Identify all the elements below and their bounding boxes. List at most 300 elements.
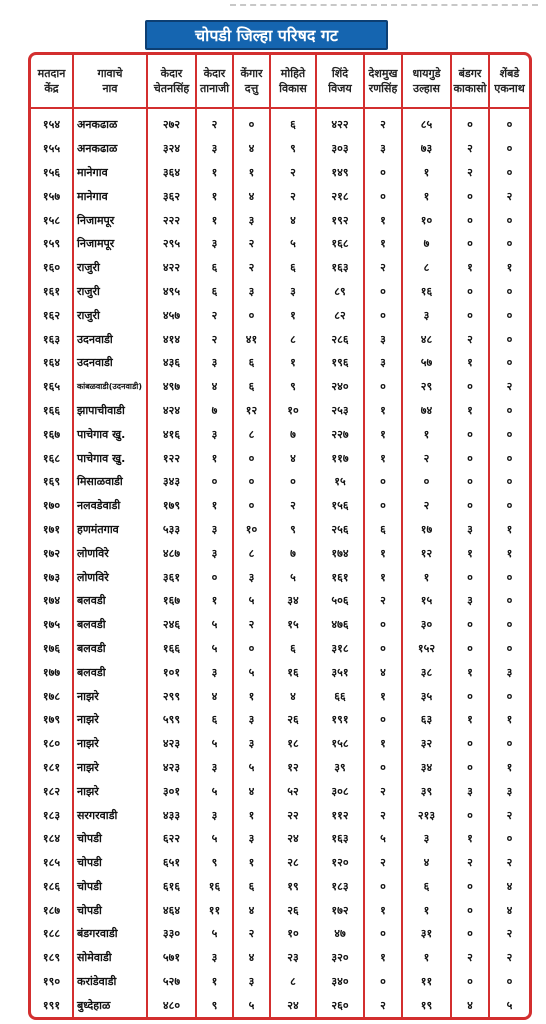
- table-row: [31, 232, 529, 256]
- vote-count-cell: ६: [196, 256, 233, 280]
- vote-count-cell: ३१: [402, 922, 451, 946]
- column-header-line: विकास: [279, 82, 307, 95]
- vote-count-cell: १: [196, 208, 233, 232]
- vote-count-cell: ०: [506, 689, 513, 703]
- vote-count-cell: ८: [270, 327, 316, 351]
- vote-count-cell: १: [270, 303, 316, 327]
- vote-count-cell: २: [451, 161, 489, 185]
- vote-count-cell: ५०६: [316, 589, 364, 613]
- vote-count-cell: ०: [451, 375, 489, 399]
- vote-count-cell: १: [364, 946, 402, 970]
- vote-count-cell: ०: [506, 427, 513, 441]
- table-row: [31, 399, 529, 423]
- vote-count-cell: ४: [506, 903, 513, 917]
- vote-count-cell: २: [451, 327, 489, 351]
- vote-count-cell: १: [402, 161, 451, 185]
- vote-count-cell: १६८: [316, 232, 364, 256]
- vote-count-cell: ३९: [402, 779, 451, 803]
- village-name-cell: नाझरे: [73, 779, 147, 803]
- vote-count-cell: २: [364, 108, 402, 137]
- vote-count-cell: २: [402, 494, 451, 518]
- vote-count-cell: १६७: [147, 589, 196, 613]
- vote-count-cell: ४८: [402, 327, 451, 351]
- column-header: [270, 55, 316, 108]
- vote-count-cell: ७: [270, 541, 316, 565]
- vote-count-cell: २: [196, 108, 233, 137]
- village-name-cell: लोणविरे: [73, 541, 147, 565]
- vote-count-cell: ०: [364, 375, 402, 399]
- vote-count-cell: ६१६: [147, 875, 196, 899]
- booth-number-cell: १६८: [31, 446, 73, 470]
- booth-number-cell: १५४: [31, 108, 73, 137]
- vote-count-cell: २: [451, 946, 489, 970]
- column-header-line: केदार: [203, 67, 226, 80]
- vote-count-cell: ३: [233, 208, 270, 232]
- vote-count-cell: ४१६: [147, 422, 196, 446]
- vote-count-cell: ३६१: [147, 565, 196, 589]
- vote-count-cell: ११२: [316, 803, 364, 827]
- vote-count-cell: ०: [451, 637, 489, 661]
- table-row: [31, 422, 529, 446]
- vote-count-cell: २: [364, 851, 402, 875]
- vote-count-cell: ३: [196, 422, 233, 446]
- column-header: [451, 55, 489, 108]
- vote-count-cell: ८: [270, 970, 316, 994]
- vote-count-cell: ०: [451, 494, 489, 518]
- vote-count-cell: ३: [233, 732, 270, 756]
- vote-count-cell: १: [364, 565, 402, 589]
- vote-count-cell: २५३: [316, 399, 364, 423]
- vote-count-cell: ०: [364, 280, 402, 304]
- vote-count-cell: २६: [270, 708, 316, 732]
- vote-count-cell: ०: [506, 975, 513, 989]
- village-name-cell: चोपडी: [73, 898, 147, 922]
- vote-count-cell: १: [196, 446, 233, 470]
- vote-count-cell: ५: [233, 756, 270, 780]
- vote-count-cell: ३: [196, 541, 233, 565]
- table-row: [31, 518, 529, 542]
- vote-count-cell: १७: [402, 518, 451, 542]
- vote-count-cell: ३: [233, 280, 270, 304]
- vote-count-cell: ०: [451, 280, 489, 304]
- vote-count-cell: २२: [270, 803, 316, 827]
- vote-count-cell: १६३: [316, 256, 364, 280]
- village-name-cell: मानेगाव: [73, 161, 147, 185]
- booth-number-cell: १७१: [31, 518, 73, 542]
- vote-count-cell: २: [506, 927, 513, 941]
- booth-number-cell: १९१: [31, 993, 73, 1017]
- village-name-cell: सरगरवाडी: [73, 803, 147, 827]
- village-name-cell: चोपडी: [73, 851, 147, 875]
- vote-count-cell: ०: [506, 594, 513, 608]
- vote-count-cell: ४७६: [316, 613, 364, 637]
- vote-count-cell: ०: [451, 470, 489, 494]
- vote-count-cell: ७: [270, 422, 316, 446]
- vote-count-cell: ०: [506, 308, 513, 322]
- column-header-line: मोहिते: [280, 67, 306, 80]
- vote-count-cell: ५: [233, 993, 270, 1017]
- booth-number-cell: १७८: [31, 684, 73, 708]
- vote-count-cell: ५: [196, 827, 233, 851]
- column-header-line: उल्हास: [413, 82, 440, 95]
- column-header: [402, 55, 451, 108]
- vote-count-cell: ९: [270, 137, 316, 161]
- column-header-line: काकासो: [453, 82, 487, 95]
- vote-count-cell: १: [451, 399, 489, 423]
- vote-count-cell: ०: [451, 875, 489, 899]
- vote-count-cell: ८: [402, 256, 451, 280]
- column-header-line: शेंबडे: [499, 67, 520, 80]
- vote-count-cell: ४: [451, 993, 489, 1017]
- vote-count-cell: ५: [196, 779, 233, 803]
- vote-count-cell: ०: [402, 470, 451, 494]
- vote-count-cell: ५७१: [147, 946, 196, 970]
- column-header-line: मतदान: [37, 67, 66, 80]
- vote-count-cell: १५२: [402, 637, 451, 661]
- booth-number-cell: १६३: [31, 327, 73, 351]
- vote-count-cell: ०: [233, 494, 270, 518]
- vote-count-cell: ०: [451, 898, 489, 922]
- vote-count-cell: ०: [506, 618, 513, 632]
- vote-count-cell: ०: [451, 446, 489, 470]
- table-row: [31, 732, 529, 756]
- booth-number-cell: १७६: [31, 637, 73, 661]
- vote-count-cell: २: [451, 851, 489, 875]
- village-name-cell: बंडगरवाडी: [73, 922, 147, 946]
- vote-count-cell: ०: [506, 832, 513, 846]
- vote-count-cell: २३: [270, 946, 316, 970]
- vote-count-cell: ४२३: [147, 732, 196, 756]
- table-row: [31, 494, 529, 518]
- vote-count-cell: १६३: [316, 827, 364, 851]
- vote-count-cell: २१३: [402, 803, 451, 827]
- vote-count-cell: १२२: [147, 446, 196, 470]
- vote-count-cell: १७९: [147, 494, 196, 518]
- vote-count-cell: ९: [270, 375, 316, 399]
- table-row: [31, 779, 529, 803]
- vote-count-cell: १५८: [316, 732, 364, 756]
- vote-count-cell: ८५: [402, 108, 451, 137]
- booth-number-cell: १८९: [31, 946, 73, 970]
- vote-count-cell: ३: [364, 327, 402, 351]
- table-row: [31, 613, 529, 637]
- column-header: [364, 55, 402, 108]
- vote-count-cell: २: [364, 993, 402, 1017]
- column-header-line: देशमुख: [368, 67, 398, 80]
- village-name-cell: पाचेगाव खु.: [73, 422, 147, 446]
- vote-count-cell: ०: [451, 803, 489, 827]
- table-row: [31, 708, 529, 732]
- vote-count-cell: २१८: [316, 184, 364, 208]
- vote-count-cell: ३: [402, 827, 451, 851]
- vote-count-cell: १०: [233, 518, 270, 542]
- table-row: [31, 446, 529, 470]
- decorative-dashed-line: [230, 4, 538, 6]
- vote-count-cell: ५: [196, 732, 233, 756]
- vote-count-cell: १: [402, 565, 451, 589]
- column-header: [196, 55, 233, 108]
- vote-count-cell: २९९: [147, 684, 196, 708]
- village-name-cell: करांडेवाडी: [73, 970, 147, 994]
- table-row: [31, 108, 529, 137]
- vote-count-cell: ०: [451, 756, 489, 780]
- table-row: [31, 922, 529, 946]
- vote-count-cell: ५: [233, 589, 270, 613]
- column-header: [147, 55, 196, 108]
- booth-number-cell: १९०: [31, 970, 73, 994]
- vote-count-cell: ४: [196, 375, 233, 399]
- table-row: [31, 851, 529, 875]
- vote-count-cell: २: [364, 256, 402, 280]
- booth-number-cell: १६१: [31, 280, 73, 304]
- booth-number-cell: १८२: [31, 779, 73, 803]
- vote-count-cell: १०: [270, 922, 316, 946]
- booth-number-cell: १५७: [31, 184, 73, 208]
- village-name-cell: कांबळवाडी(उदनवाडी): [73, 375, 147, 399]
- column-header-line: केंद्र: [44, 82, 59, 95]
- vote-count-cell: ३: [233, 708, 270, 732]
- vote-count-cell: ९: [196, 993, 233, 1017]
- vote-count-cell: ४२४: [147, 399, 196, 423]
- vote-count-cell: ८: [233, 422, 270, 446]
- vote-count-cell: ५: [196, 637, 233, 661]
- vote-count-cell: १९: [270, 875, 316, 899]
- column-header-line: शिंदे: [331, 67, 349, 80]
- table-row: [31, 541, 529, 565]
- village-name-cell: मिसाळवाडी: [73, 470, 147, 494]
- vote-count-cell: ४१: [233, 327, 270, 351]
- vote-count-cell: ३५: [402, 684, 451, 708]
- vote-count-cell: ३: [196, 803, 233, 827]
- vote-count-cell: ५७: [402, 351, 451, 375]
- vote-count-cell: ४: [364, 660, 402, 684]
- vote-count-cell: १७४: [316, 541, 364, 565]
- village-name-cell: बलवडी: [73, 589, 147, 613]
- vote-count-cell: १: [270, 351, 316, 375]
- vote-count-cell: ४७: [316, 922, 364, 946]
- vote-count-cell: ०: [364, 303, 402, 327]
- vote-count-cell: ०: [364, 161, 402, 185]
- vote-count-cell: १५६: [316, 494, 364, 518]
- vote-count-cell: ४१४: [147, 327, 196, 351]
- vote-count-cell: ०: [506, 284, 513, 298]
- vote-count-cell: ०: [451, 208, 489, 232]
- vote-count-cell: २: [196, 327, 233, 351]
- vote-count-cell: ०: [506, 475, 513, 489]
- vote-count-cell: १: [364, 232, 402, 256]
- vote-count-cell: ९: [196, 851, 233, 875]
- vote-count-cell: ३१८: [316, 637, 364, 661]
- vote-count-cell: १०१: [147, 660, 196, 684]
- vote-count-cell: १२: [402, 541, 451, 565]
- vote-count-cell: ६६: [316, 684, 364, 708]
- table-row: [31, 946, 529, 970]
- vote-count-cell: ५९९: [147, 708, 196, 732]
- vote-count-cell: ०: [364, 756, 402, 780]
- village-name-cell: बलवडी: [73, 637, 147, 661]
- vote-count-cell: ५३३: [147, 518, 196, 542]
- vote-count-cell: १: [233, 161, 270, 185]
- vote-count-cell: १: [233, 684, 270, 708]
- table-body: [31, 108, 529, 1017]
- vote-count-cell: १: [451, 256, 489, 280]
- vote-count-cell: ४२२: [147, 256, 196, 280]
- table-row: [31, 161, 529, 185]
- vote-count-cell: ३६२: [147, 184, 196, 208]
- vote-count-cell: ६५१: [147, 851, 196, 875]
- vote-count-cell: ७: [196, 399, 233, 423]
- vote-count-cell: ३: [402, 303, 451, 327]
- table-row: [31, 327, 529, 351]
- vote-count-cell: ३: [233, 565, 270, 589]
- vote-count-cell: ४२२: [316, 108, 364, 137]
- column-header: [73, 55, 147, 108]
- column-header-line: केदार: [160, 67, 183, 80]
- booth-number-cell: १६०: [31, 256, 73, 280]
- booth-number-cell: १८१: [31, 756, 73, 780]
- table-row: [31, 993, 529, 1017]
- vote-count-cell: ४६४: [147, 898, 196, 922]
- vote-count-cell: ९: [270, 518, 316, 542]
- vote-count-cell: ०: [451, 108, 489, 137]
- table-header-row: [31, 55, 529, 108]
- booth-number-cell: १७५: [31, 613, 73, 637]
- vote-count-cell: ०: [451, 422, 489, 446]
- column-header-line: तानाजी: [199, 82, 230, 95]
- vote-count-cell: १: [364, 446, 402, 470]
- column-header-line: विजय: [328, 82, 352, 95]
- vote-count-cell: ०: [451, 970, 489, 994]
- village-name-cell: उदनवाडी: [73, 327, 147, 351]
- vote-count-cell: २: [233, 256, 270, 280]
- booth-number-cell: १७०: [31, 494, 73, 518]
- vote-count-cell: ५: [364, 827, 402, 851]
- results-table: [31, 55, 529, 1017]
- vote-count-cell: ०: [451, 613, 489, 637]
- vote-count-cell: ४: [270, 684, 316, 708]
- village-name-cell: चोपडी: [73, 827, 147, 851]
- column-header-line: एकनाथ: [494, 82, 525, 95]
- vote-count-cell: ०: [506, 118, 513, 132]
- village-name-cell: बलवडी: [73, 613, 147, 637]
- vote-count-cell: ३: [270, 280, 316, 304]
- vote-count-cell: २: [506, 856, 513, 870]
- vote-count-cell: १५: [402, 589, 451, 613]
- booth-number-cell: १५९: [31, 232, 73, 256]
- vote-count-cell: २: [196, 303, 233, 327]
- vote-count-cell: २९: [402, 375, 451, 399]
- vote-count-cell: १: [364, 208, 402, 232]
- vote-count-cell: ६: [196, 708, 233, 732]
- vote-count-cell: ३: [233, 970, 270, 994]
- vote-count-cell: ०: [451, 684, 489, 708]
- vote-count-cell: ०: [451, 232, 489, 256]
- vote-count-cell: १: [402, 184, 451, 208]
- vote-count-cell: ३: [196, 518, 233, 542]
- vote-count-cell: ४: [233, 898, 270, 922]
- vote-count-cell: ०: [506, 737, 513, 751]
- vote-count-cell: १५: [316, 470, 364, 494]
- vote-count-cell: १६६: [147, 637, 196, 661]
- vote-count-cell: ८: [233, 541, 270, 565]
- vote-count-cell: १: [233, 803, 270, 827]
- vote-count-cell: २६०: [316, 993, 364, 1017]
- vote-count-cell: ११: [402, 970, 451, 994]
- vote-count-cell: ०: [451, 303, 489, 327]
- vote-count-cell: ३३०: [147, 922, 196, 946]
- vote-count-cell: २६: [270, 898, 316, 922]
- vote-count-cell: २४०: [316, 375, 364, 399]
- vote-count-cell: ५२: [270, 779, 316, 803]
- vote-count-cell: ३: [196, 137, 233, 161]
- village-name-cell: राजुरी: [73, 303, 147, 327]
- vote-count-cell: १७२: [316, 898, 364, 922]
- vote-count-cell: १: [506, 713, 513, 727]
- booth-number-cell: १७४: [31, 589, 73, 613]
- vote-count-cell: २८: [270, 851, 316, 875]
- vote-count-cell: ८२: [316, 303, 364, 327]
- vote-count-cell: ४८०: [147, 993, 196, 1017]
- vote-count-cell: ४: [506, 879, 513, 893]
- village-name-cell: नाझरे: [73, 684, 147, 708]
- vote-count-cell: १९२: [316, 208, 364, 232]
- table-row: [31, 756, 529, 780]
- booth-number-cell: १६९: [31, 470, 73, 494]
- vote-count-cell: ३: [506, 784, 513, 798]
- vote-count-cell: ३०: [402, 613, 451, 637]
- booth-number-cell: १८३: [31, 803, 73, 827]
- vote-count-cell: २४६: [147, 613, 196, 637]
- vote-count-cell: ३: [196, 660, 233, 684]
- table-row: [31, 827, 529, 851]
- booth-number-cell: १७९: [31, 708, 73, 732]
- vote-count-cell: ४३६: [147, 351, 196, 375]
- table-row: [31, 875, 529, 899]
- vote-count-cell: १०: [402, 208, 451, 232]
- vote-count-cell: १: [364, 898, 402, 922]
- vote-count-cell: २९५: [147, 232, 196, 256]
- vote-count-cell: १८३: [316, 875, 364, 899]
- village-name-cell: झापाचीवाडी: [73, 399, 147, 423]
- vote-count-cell: ५: [233, 660, 270, 684]
- vote-count-cell: १०: [270, 399, 316, 423]
- vote-count-cell: ४: [270, 446, 316, 470]
- vote-count-cell: १: [364, 399, 402, 423]
- vote-count-cell: १: [364, 541, 402, 565]
- vote-count-cell: ५: [270, 232, 316, 256]
- vote-count-cell: ६: [270, 256, 316, 280]
- vote-count-cell: ०: [506, 403, 513, 417]
- vote-count-cell: १: [506, 522, 513, 536]
- vote-count-cell: ०: [364, 970, 402, 994]
- vote-count-cell: ०: [506, 237, 513, 251]
- vote-count-cell: ३: [364, 351, 402, 375]
- table-row: [31, 898, 529, 922]
- booth-number-cell: १८८: [31, 922, 73, 946]
- vote-count-cell: २: [270, 161, 316, 185]
- vote-count-cell: २४: [270, 827, 316, 851]
- booth-number-cell: १५८: [31, 208, 73, 232]
- vote-count-cell: १६१: [316, 565, 364, 589]
- results-table-container: [28, 52, 532, 1020]
- vote-count-cell: ०: [364, 470, 402, 494]
- table-row: [31, 970, 529, 994]
- vote-count-cell: ४: [233, 184, 270, 208]
- vote-count-cell: १२: [270, 756, 316, 780]
- vote-count-cell: ०: [364, 494, 402, 518]
- vote-count-cell: ०: [364, 613, 402, 637]
- column-header-line: बंडगर: [458, 67, 482, 80]
